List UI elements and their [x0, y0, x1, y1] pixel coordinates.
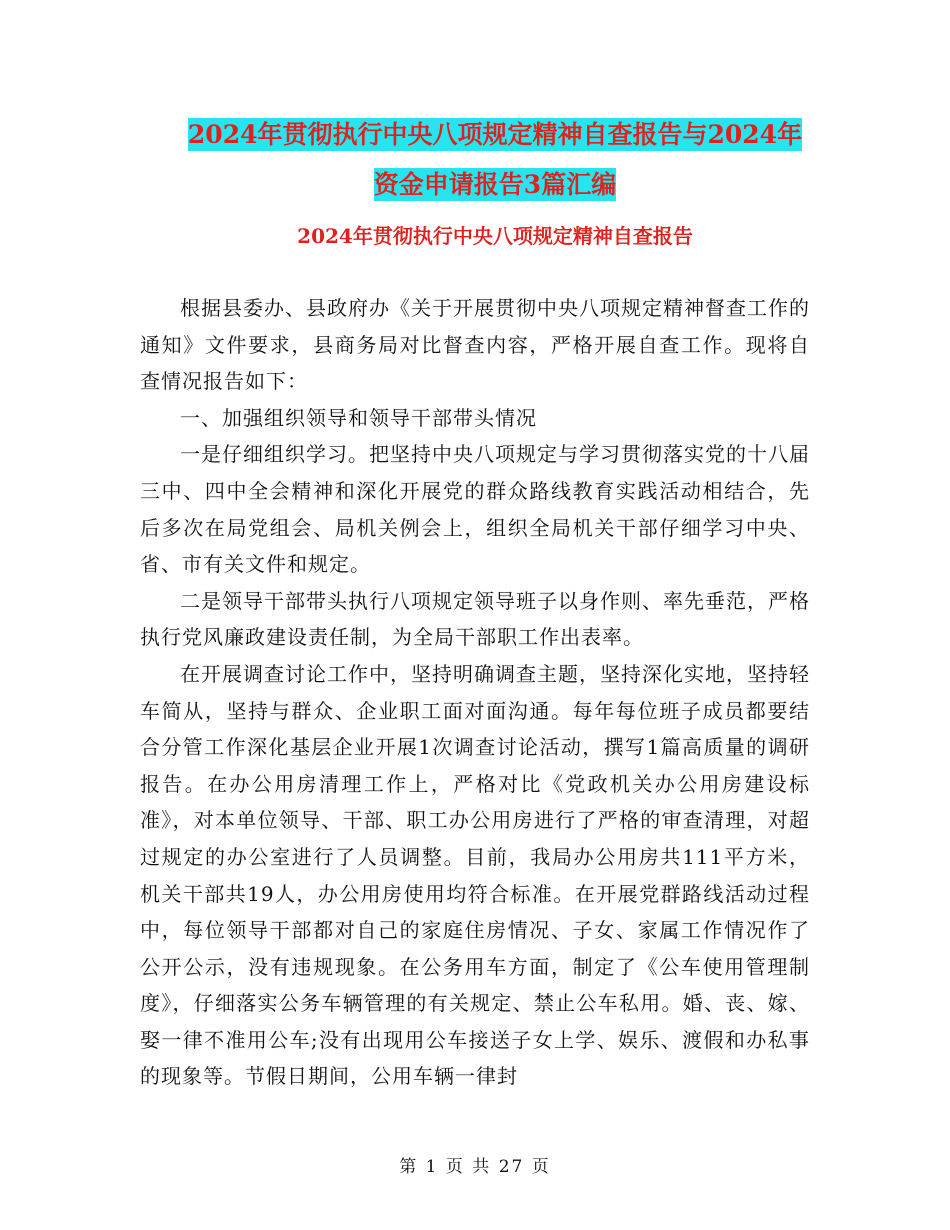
document-body [140, 290, 810, 1095]
document-title-line2: 资金申请报告3篇汇编 [373, 170, 617, 199]
paragraph: 一、加强组织领导和领导干部带头情况 [180, 405, 537, 430]
page-footer: 第 1 页 共 27 页 [399, 1157, 551, 1177]
paragraph: 二是领导干部带头执行八项规定领导班子以身作则、率先垂范，严格执行党风廉政建设责任制，为全局干部职工作出表率。 [140, 588, 810, 650]
paragraph: 根据县委办、县政府办《关于开展贯彻中央八项规定精神督查工作的通知》文件要求，县商务局对比督查内容，严格开展自查工作。现将自查情况报告如下： [140, 296, 810, 394]
paragraph: 一是仔细组织学习。把坚持中央八项规定与学习贯彻落实党的十八届三中、四中全会精神和深化开展党的群众路线教育实践活动相结合，先后多次在局党组会、局机关例会上，组织全局机关干部仔细学习中央、省、市有关文件和规定。 [140, 442, 810, 577]
document-title-line1: 2024年贯彻执行中央八项规定精神自查报告与2024年 [187, 120, 803, 149]
paragraph: 在开展调查讨论工作中，坚持明确调查主题，坚持深化实地，坚持轻车简从，坚持与群众、企业职工面对面沟通。每年每位班子成员都要结合分管工作深化基层企业开展1次调查讨论活动，撰写1篇高质量的调研报告。在办公用房清理工作上，严格对比《党政机关办公用房建设标准》，对本单位领导、干部、职工办公用房进行了严格的审查清理，对超过规定的办公室进行了人员调整。目前，我局办公用房共111平方米，机关干部共19人，办公用房使用均符合标准。在开展党群路线活动过程中，每位领导干部都对自己的家庭住房情况、子女、家属工作情况作了公开公示，没有违规现象。在公务用车方面，制定了《公车使用管理制度》，仔细落实公务车辆管理的有关规定、禁止公车私用。婚、丧、嫁、娶一律不准用公车;没有出现用公车接送子女上学、娱乐、渡假和办私事的现象等。节假日期间，公用车辆一律封 [140, 661, 810, 1089]
section-title: 2024年贯彻执行中央八项规定精神自查报告 [297, 224, 693, 248]
document-title [140, 110, 850, 210]
